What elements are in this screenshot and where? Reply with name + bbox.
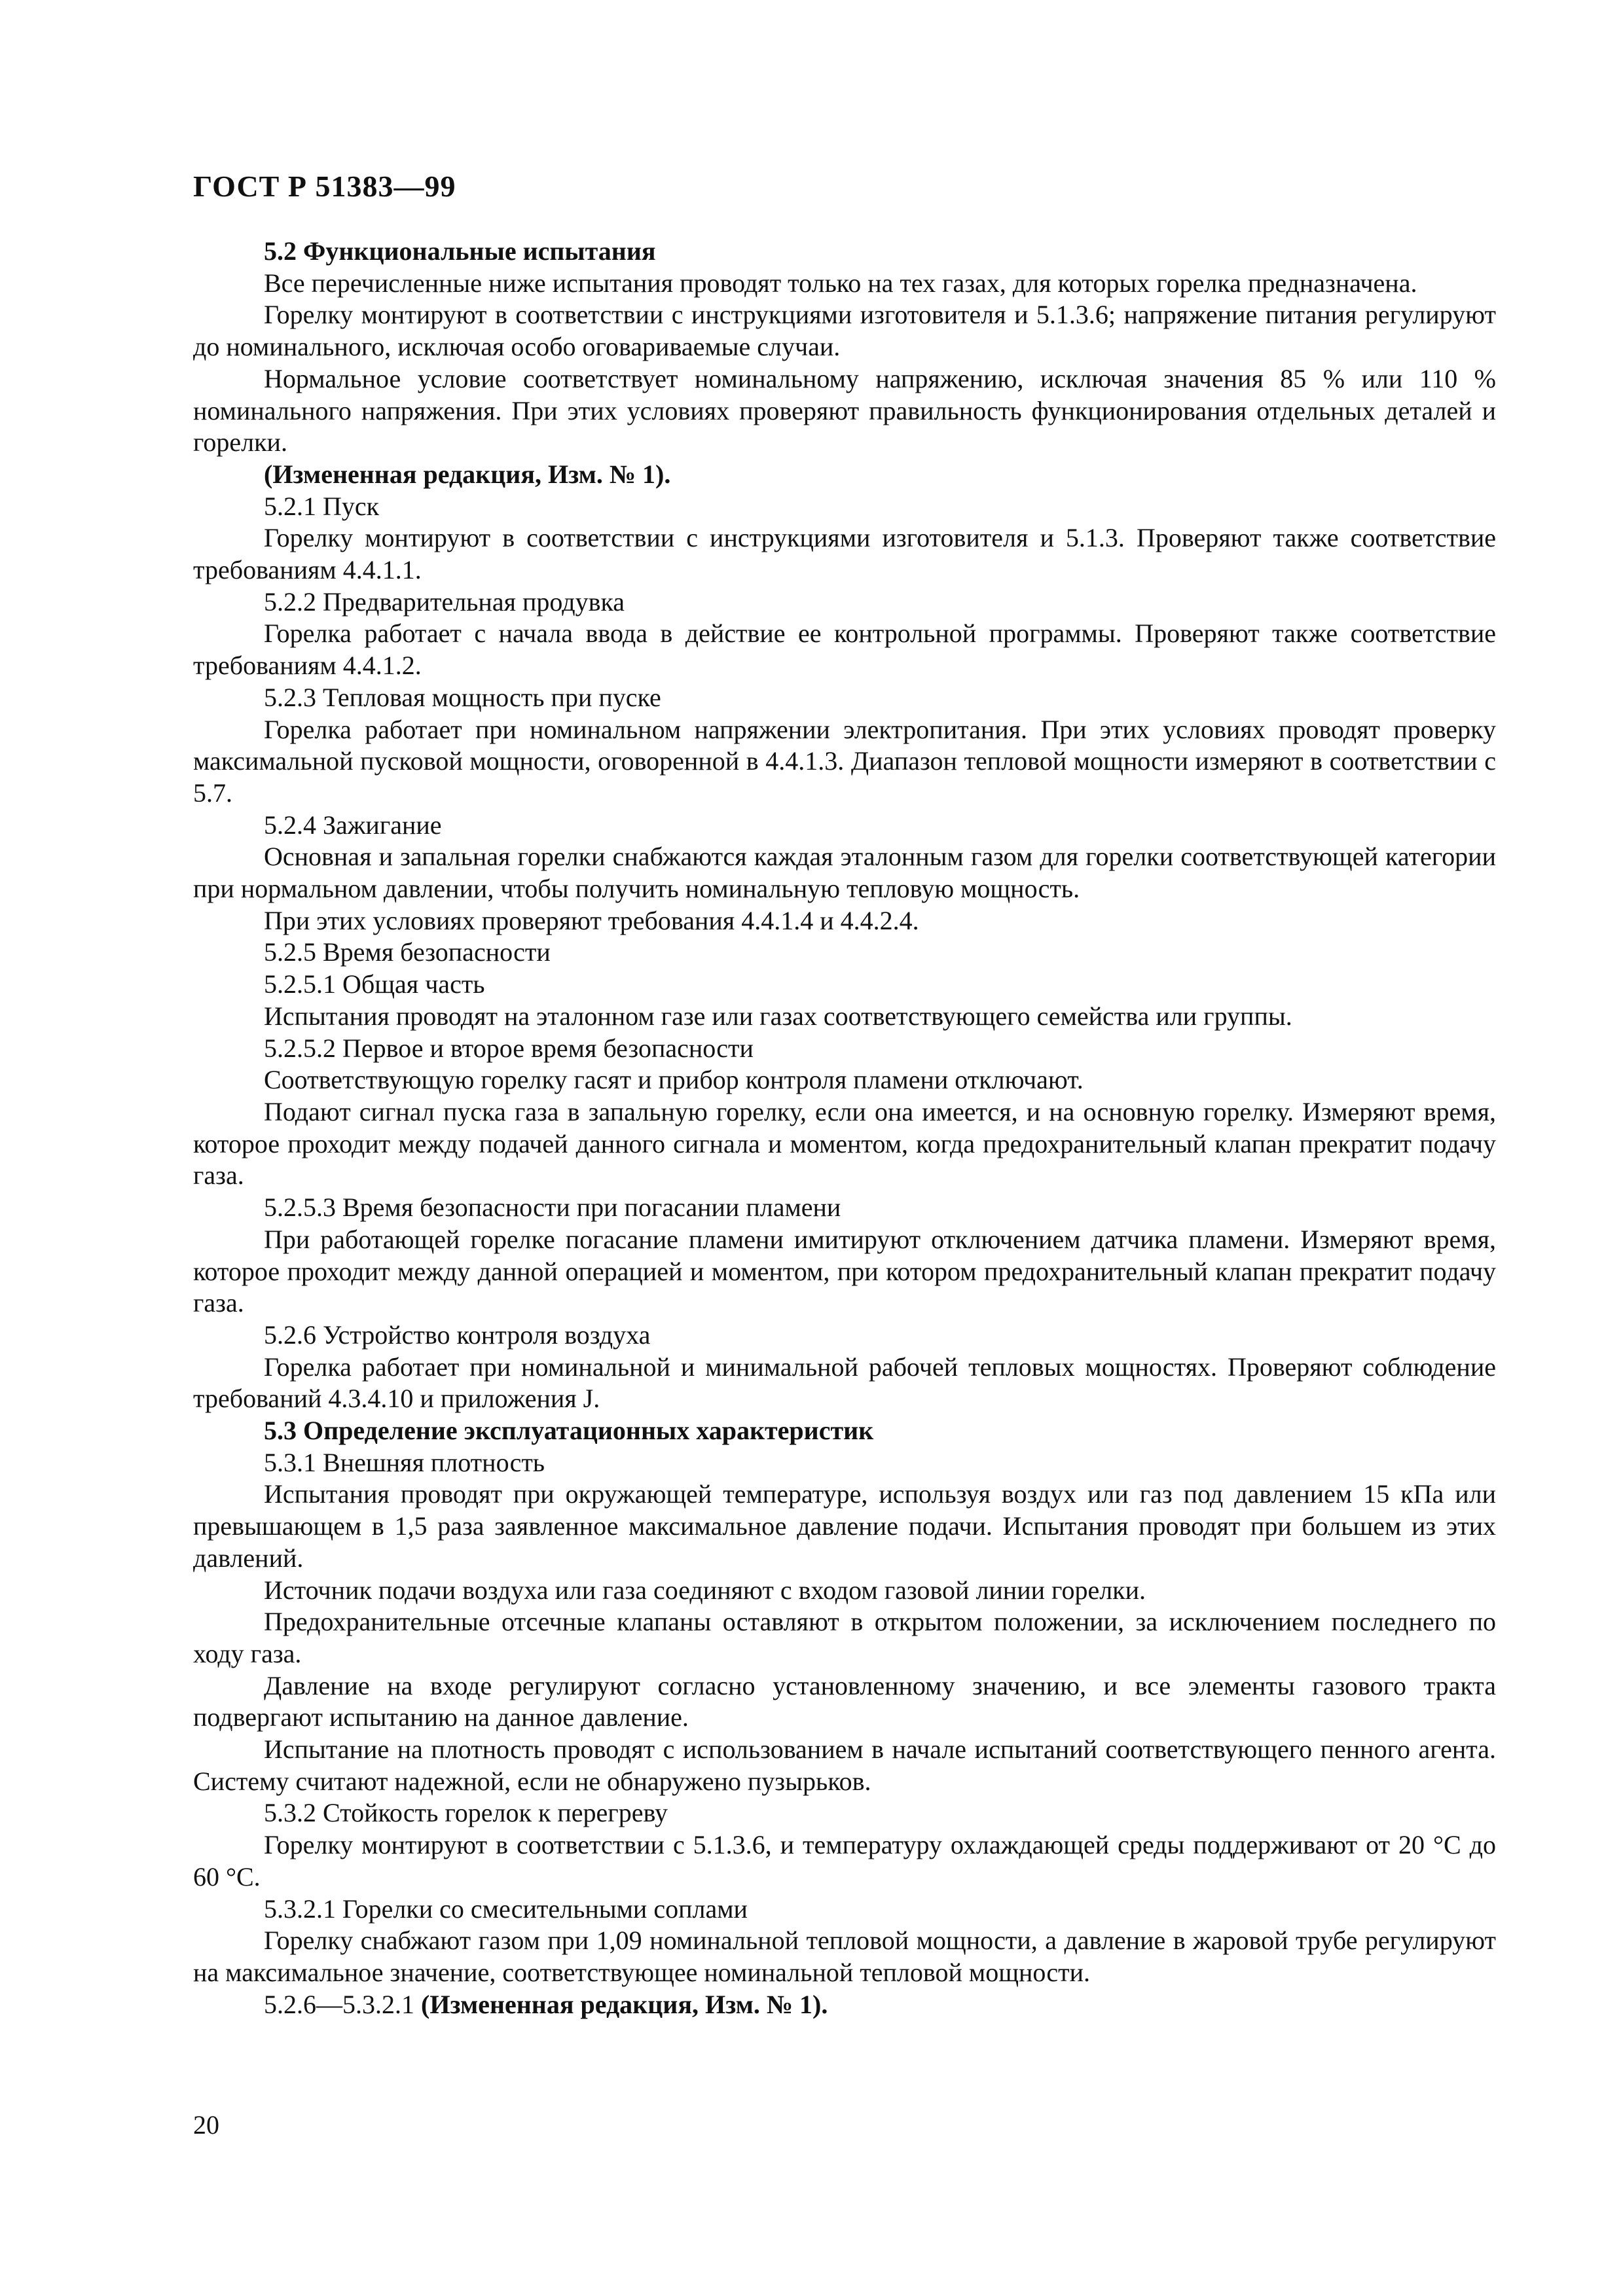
paragraph: 5.2.5.2 Первое и второе время безопасности [264,1033,754,1063]
paragraph: При этих условиях проверяют требования 4.4.1.4 и 4.4.2.4. [264,905,919,935]
paragraph-final-note [193,1989,1496,2021]
paragraph: 5.3.1 Внешняя плотность [264,1447,545,1477]
paragraph: 5.2.3 Тепловая мощность при пуске [264,682,661,712]
paragraph: Предохранительные отсечные клапаны оставляют в открытом положении, за исключением последнего по ходу газа. [193,1607,1496,1668]
paragraph: Испытание на плотность проводят с использованием в начале испытаний соответствующего пенного агента. Систему считают надежной, если не обнаружено пузырьков. [193,1734,1496,1796]
paragraph: Испытания проводят на эталонном газе или газах соответствующего семейства или группы. [264,1001,1292,1031]
page-number: 20 [193,2110,219,2140]
final-note-ref: 5.2.6—5.3.2.1 [264,1989,414,2019]
paragraph: 5.2.4 Зажигание [264,810,442,840]
paragraph: Горелка работает с начала ввода в действие ее контрольной программы. Проверяют также соответствие требованиям 4.4.1.2. [193,619,1496,681]
section-heading: 5.2 Функциональные испытания [264,236,656,266]
paragraph: 5.2.6 Устройство контроля воздуха [264,1319,651,1350]
document-header: ГОСТ Р 51383—99 [193,170,456,203]
section-heading: (Измененная редакция, Изм. № 1). [264,459,671,489]
document-body [193,236,1496,2020]
paragraph: 5.2.5 Время безопасности [264,937,551,967]
paragraph: Все перечисленные ниже испытания проводят только на тех газах, для которых горелка предназначена. [264,268,1417,298]
paragraph: Давление на входе регулируют согласно установленному значению, и все элементы газового тракта подвергают испытанию на данное давление. [193,1670,1496,1732]
final-note-text: (Измененная редакция, Изм. № 1). [421,1989,828,2019]
paragraph: Подают сигнал пуска газа в запальную горелку, если она имеется, и на основную горелку. Измеряют время, которое проходит между подачей данного сигнала и моментом, когда предохранительный клапан прекратит подачу газа. [193,1096,1496,1191]
section-heading: 5.3 Определение эксплуатационных характеристик [264,1416,874,1446]
paragraph: 5.2.5.3 Время безопасности при погасании пламени [264,1193,841,1223]
paragraph: Основная и запальная горелки снабжаются каждая эталонным газом для горелки соответствующей категории при нормальном давлении, чтобы получить номинальную тепловую мощность. [193,842,1496,904]
paragraph: Испытания проводят при окружающей температуре, используя воздух или газ под давлением 15 кПа или превышающем в 1,5 раза заявленное максимальное давление подачи. Испытания проводят при большем из этих давлений. [193,1479,1496,1573]
paragraph: 5.3.2.1 Горелки со смесительными соплами [264,1893,748,1924]
paragraph: Источник подачи воздуха или газа соединяют с входом газовой линии горелки. [264,1575,1146,1605]
paragraph: Нормальное условие соответствует номинальному напряжению, исключая значения 85 % или 110 % номинального напряжения. При этих условиях проверяют правильность функционирования отдельных деталей и горелки. [193,363,1496,457]
paragraph: Горелку снабжают газом при 1,09 номинальной тепловой мощности, а давление в жаровой трубе регулируют на максимальное значение, соответствующее номинальной тепловой мощности. [193,1926,1496,1987]
paragraph: Горелка работает при номинальной и минимальной рабочей тепловых мощностях. Проверяют соблюдение требований 4.3.4.10 и приложения J. [193,1352,1496,1414]
paragraph: Соответствующую горелку гасят и прибор контроля пламени отключают. [264,1065,1084,1095]
paragraph: Горелку монтируют в соответствии с инструкциями изготовителя и 5.1.3.6; напряжение питания регулируют до номинального, исключая особо оговариваемые случаи. [193,300,1496,362]
paragraph: 5.2.2 Предварительная продувка [264,586,625,617]
paragraph: При работающей горелке погасание пламени имитируют отключением датчика пламени. Измеряют время, которое проходит между данной операцией и моментом, при котором предохранительный клапан прекратит подачу газа. [193,1224,1496,1318]
paragraph: Горелку монтируют в соответствии с инструкциями изготовителя и 5.1.3. Проверяют также соответствие требованиям 4.4.1.1. [193,523,1496,585]
paragraph: 5.2.1 Пуск [264,491,380,521]
paragraph: 5.3.2 Стойкость горелок к перегреву [264,1798,668,1828]
paragraph: 5.2.5.1 Общая часть [264,969,485,999]
paragraph: Горелку монтируют в соответствии с 5.1.3.6, и температуру охлаждающей среды поддерживают от 20 °С до 60 °С. [193,1830,1496,1892]
paragraph: Горелка работает при номинальном напряжении электропитания. При этих условиях проводят проверку максимальной пусковой мощности, оговоренной в 4.4.1.3. Диапазон тепловой мощности измеряют в соответствии с 5.7. [193,714,1496,808]
